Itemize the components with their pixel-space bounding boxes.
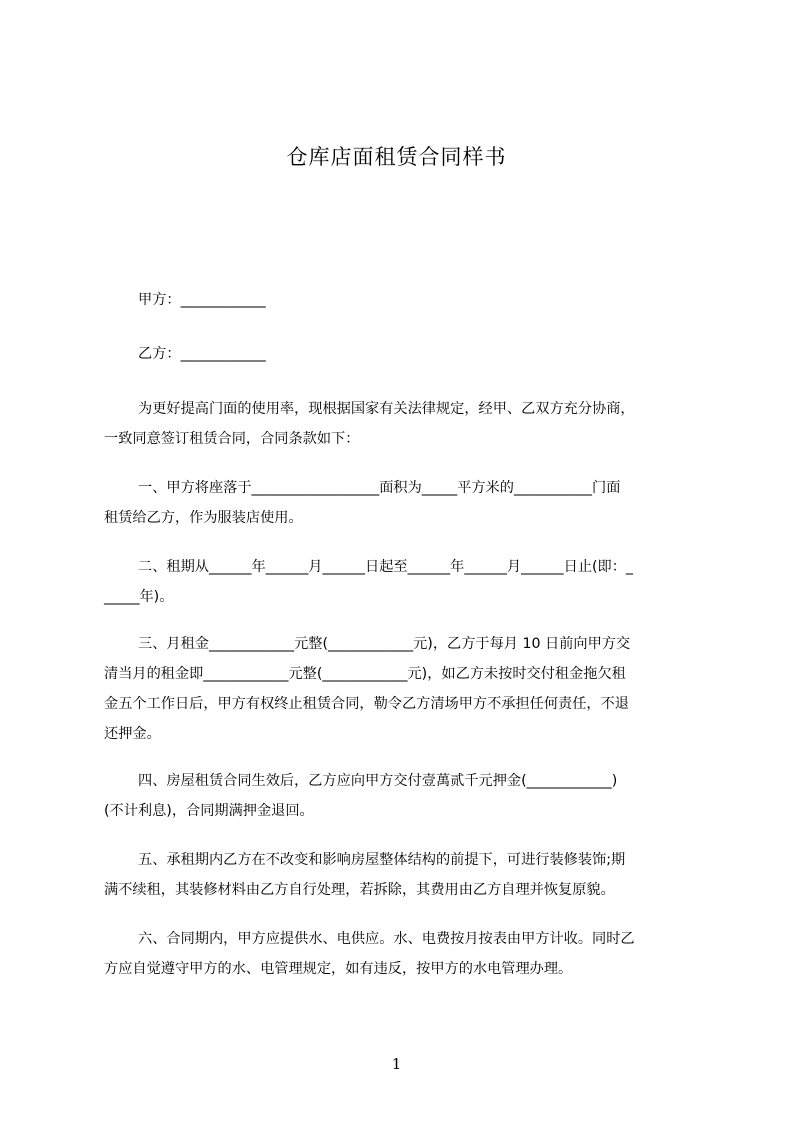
document-title: 仓库店面租赁合同样书 — [286, 145, 507, 169]
party-a-text: 甲方：____________ — [138, 292, 266, 308]
clause-1-paragraph — [104, 473, 704, 533]
clause-4-line-1: 四、房屋租赁合同生效后，乙方应向甲方交付壹萬贰千元押金(____________) — [138, 773, 618, 789]
intro-line-1: 为更好提高门面的使用率，现根据国家有关法律规定，经甲、乙双方充分协商， — [138, 401, 635, 417]
party-b-text: 乙方：____________ — [138, 346, 266, 362]
clause-5-line-2: 满不续租，其装修材料由乙方自行处理，若拆除，其费用由乙方自理并恢复原貌。 — [104, 882, 615, 898]
intro-line-2: 一致同意签订租赁合同，合同条款如下： — [104, 431, 360, 447]
intro-paragraph — [104, 394, 704, 454]
clause-6-line-2: 方应自觉遵守甲方的水、电管理规定，如有违反，按甲方的水电管理办理。 — [104, 961, 573, 977]
clause-4-paragraph — [104, 766, 704, 826]
clause-3-paragraph — [104, 629, 704, 749]
clause-3-line-1: 三、月租金____________元整(____________元)，乙方于每月 10 日前向甲方交 — [138, 636, 631, 652]
clause-2-line-2: _____年)。 — [104, 589, 174, 605]
clause-1-line-1: 一、甲方将座落于__________________面积为_____平方米的___________门面 — [138, 480, 621, 496]
clause-2-paragraph — [104, 552, 704, 612]
clause-3-line-3: 金五个工作日后，甲方有权终止租赁合同，勒令乙方清场甲方不承担任何责任，不退 — [104, 696, 629, 712]
clause-3-line-4: 还押金。 — [104, 726, 161, 742]
clause-3-line-2: 清当月的租金即____________元整(____________元)，如乙方未按时交付租金拖欠租 — [104, 666, 626, 682]
party-b-line — [104, 339, 704, 369]
clause-2-line-1: 二、租期从______年______月______日起至______年______月______日止(即：_ — [138, 559, 634, 575]
clause-4-line-2: (不计利息)，合同期满押金退回。 — [104, 803, 314, 819]
clause-5-line-1: 五、承租期内乙方在不改变和影响房屋整体结构的前提下，可进行装修装饰;期 — [138, 852, 626, 868]
clause-6-paragraph — [104, 924, 704, 984]
clause-6-line-1: 六、合同期内，甲方应提供水、电供应。水、电费按月按表由甲方计收。同时乙 — [138, 931, 635, 947]
clause-1-line-2: 租赁给乙方，作为服装店使用。 — [104, 510, 303, 526]
clause-5-paragraph — [104, 845, 704, 905]
page-number: 1 — [391, 1055, 402, 1073]
party-a-line — [104, 285, 704, 315]
